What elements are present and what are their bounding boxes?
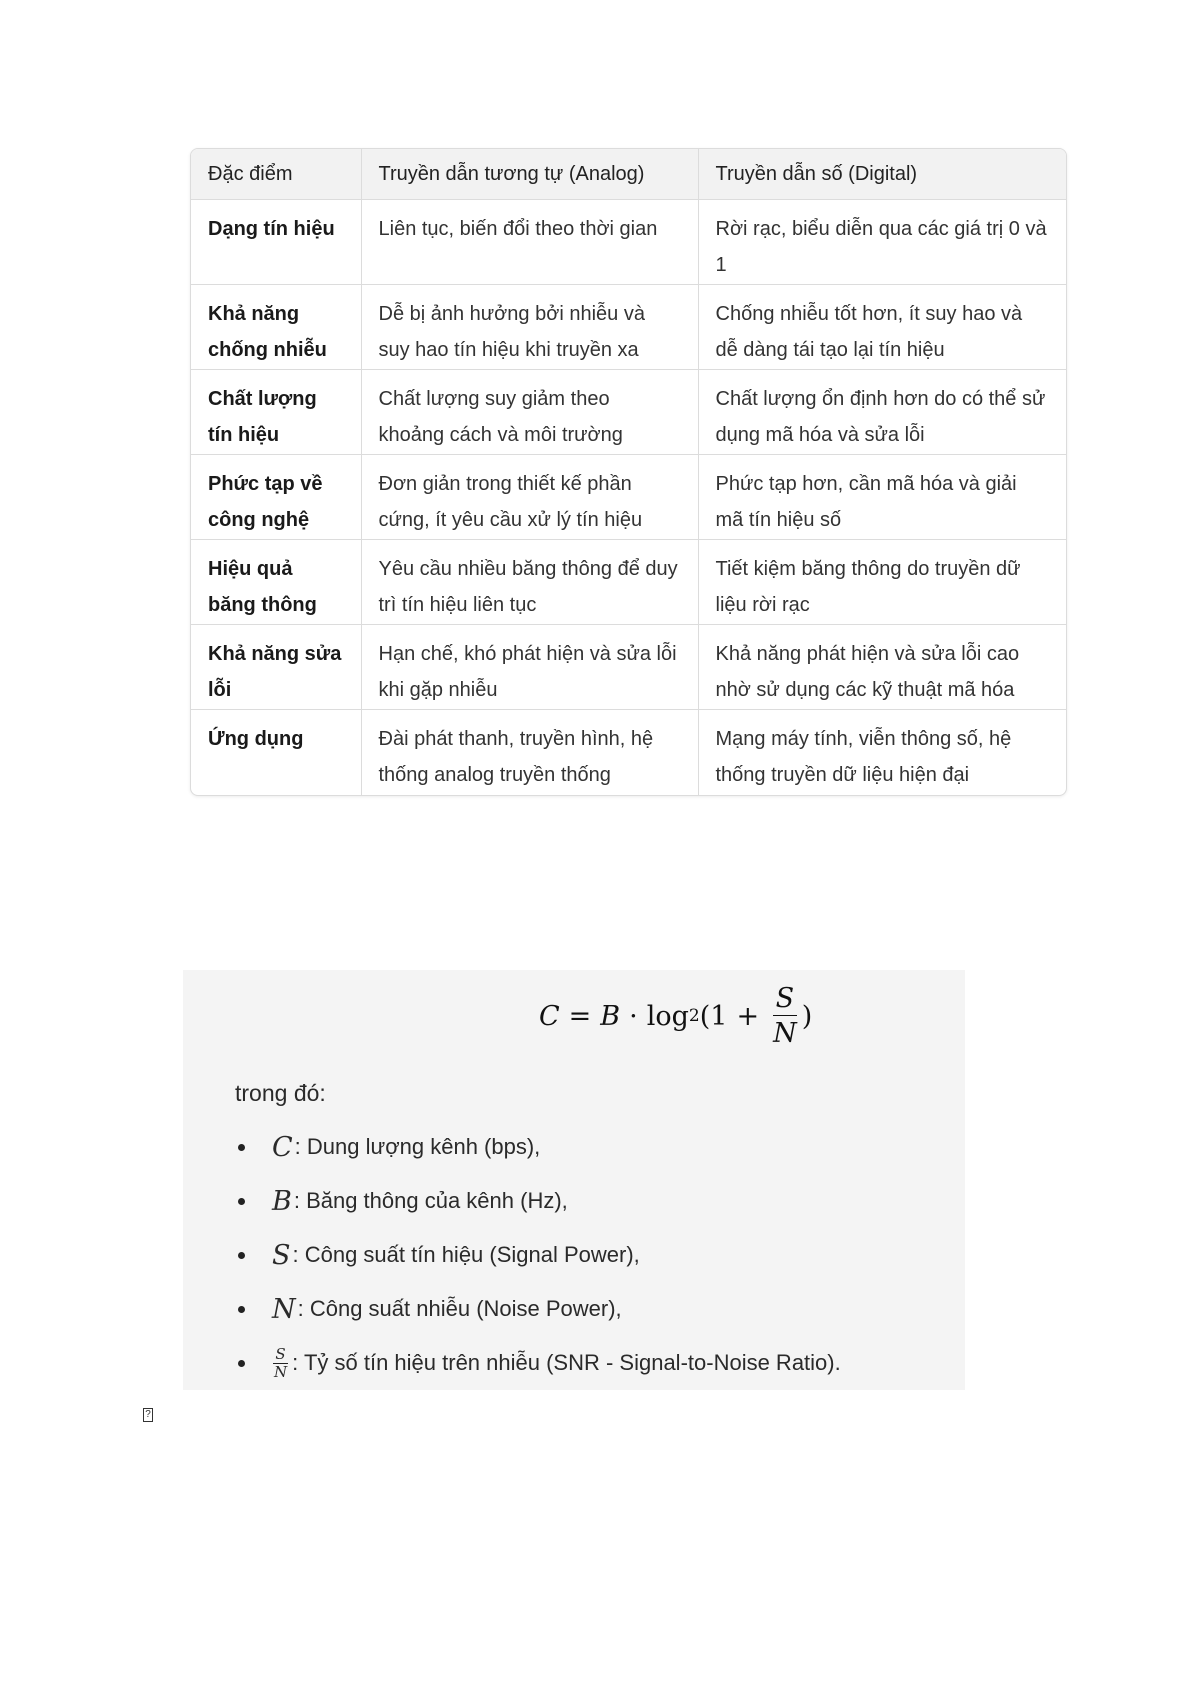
feature-cell: Chất lượng tín hiệu [191, 370, 361, 455]
digital-cell: Rời rạc, biểu diễn qua các giá trị 0 và 1 [698, 200, 1066, 285]
analog-cell: Liên tục, biến đổi theo thời gian [361, 200, 698, 285]
formula-numerator: S [773, 985, 798, 1016]
analog-cell: Đài phát thanh, truyền hình, hệ thống analog truyền thống [361, 710, 698, 795]
shannon-formula [539, 978, 812, 1054]
formula-section [183, 970, 965, 1390]
feature-cell: Ứng dụng [191, 710, 361, 795]
formula-denominator: N [773, 1018, 797, 1049]
formula-close: ) [801, 1000, 813, 1032]
header-feature: Đặc điểm [191, 149, 361, 200]
symbol: N [272, 1293, 296, 1325]
formula-open: (1 [699, 1000, 728, 1032]
feature-cell: Phức tạp về công nghệ [191, 455, 361, 540]
symbol-description: : Công suất nhiễu (Noise Power), [297, 1296, 622, 1321]
header-analog: Truyền dẫn tương tự (Analog) [361, 149, 698, 200]
bullet-icon [238, 1252, 245, 1259]
analog-cell: Dễ bị ảnh hưởng bởi nhiễu và suy hao tín hiệu khi truyền xa [361, 285, 698, 370]
table-row [191, 710, 1066, 795]
symbol: C [272, 1131, 293, 1163]
symbol-description: : Dung lượng kênh (bps), [294, 1134, 541, 1159]
bullet-icon [238, 1144, 245, 1151]
table-row [191, 455, 1066, 540]
formula-lhs: C [539, 1000, 560, 1032]
legend-intro: trong đó: [235, 1080, 326, 1106]
analog-cell: Đơn giản trong thiết kế phần cứng, ít yêu cầu xử lý tín hiệu [361, 455, 698, 540]
bullet-icon [238, 1306, 245, 1313]
header-digital: Truyền dẫn số (Digital) [698, 149, 1066, 200]
table-header-row [191, 149, 1066, 200]
ratio-symbol [272, 1344, 289, 1381]
formula-bandwidth: B [600, 1000, 621, 1032]
table-row [191, 285, 1066, 370]
feature-cell: Dạng tín hiệu [191, 200, 361, 285]
ratio-denominator: N [274, 1362, 288, 1381]
symbol-description: : Tỷ số tín hiệu trên nhiễu (SNR - Signal-to-Noise Ratio). [292, 1350, 841, 1375]
comparison-table [190, 148, 1067, 796]
feature-cell: Khả năng sửa lỗi [191, 625, 361, 710]
bullet-icon [238, 1360, 245, 1367]
list-item [215, 1120, 841, 1174]
digital-cell: Chất lượng ổn định hơn do có thể sử dụng mã hóa và sửa lỗi [698, 370, 1066, 455]
digital-cell: Phức tạp hơn, cần mã hóa và giải mã tín hiệu số [698, 455, 1066, 540]
symbol-description: : Băng thông của kênh (Hz), [293, 1188, 568, 1213]
list-item [215, 1228, 841, 1282]
ratio-numerator: S [275, 1344, 286, 1363]
symbol: S [272, 1239, 291, 1271]
digital-cell: Khả năng phát hiện và sửa lỗi cao nhờ sử dụng các kỹ thuật mã hóa [698, 625, 1066, 710]
symbol: B [272, 1185, 292, 1217]
list-item [215, 1174, 841, 1228]
formula-dot: · [629, 1000, 638, 1032]
list-item [215, 1282, 841, 1336]
symbol-description: : Công suất tín hiệu (Signal Power), [292, 1242, 640, 1267]
analog-cell: Hạn chế, khó phát hiện và sửa lỗi khi gặp nhiễu [361, 625, 698, 710]
table-row [191, 625, 1066, 710]
table-row [191, 370, 1066, 455]
table-row [191, 540, 1066, 625]
formula-fraction [770, 985, 800, 1047]
digital-cell: Mạng máy tính, viễn thông số, hệ thống truyền dữ liệu hiện đại [715, 728, 1012, 786]
symbol-legend [215, 1120, 841, 1390]
analog-cell: Chất lượng suy giảm theo khoảng cách và môi trường [361, 370, 698, 455]
bullet-icon [238, 1198, 245, 1205]
feature-cell: Khả năng chống nhiễu [191, 285, 361, 370]
analog-cell: Yêu cầu nhiều băng thông để duy trì tín hiệu liên tục [361, 540, 698, 625]
formula-log: log [646, 1000, 689, 1032]
table-row [191, 200, 1066, 285]
digital-cell: Chống nhiễu tốt hơn, ít suy hao và dễ dàng tái tạo lại tín hiệu [698, 285, 1066, 370]
formula-plus: + [736, 1000, 760, 1032]
formula-equals: = [568, 1000, 592, 1032]
missing-glyph-icon: ? [143, 1408, 153, 1422]
digital-cell: Tiết kiệm băng thông do truyền dữ liệu rời rạc [698, 540, 1066, 625]
formula-log-base: 2 [688, 1006, 700, 1026]
list-item [215, 1336, 841, 1390]
feature-cell: Hiệu quả băng thông [191, 540, 361, 625]
